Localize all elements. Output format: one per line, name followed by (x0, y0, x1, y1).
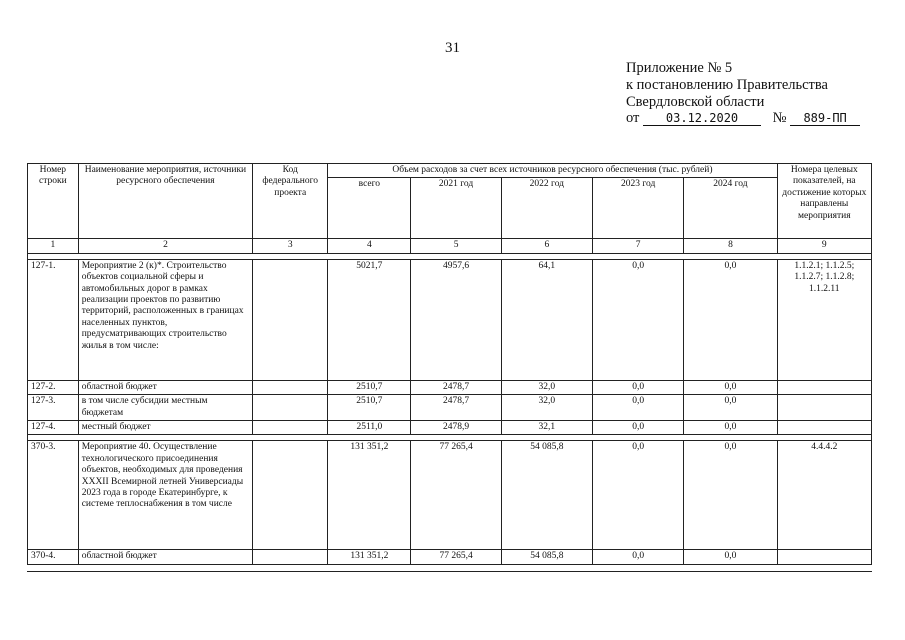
value-2021: 2478,9 (411, 421, 501, 435)
value-2021: 4957,6 (411, 259, 501, 380)
column-number: 3 (253, 239, 328, 253)
expenditure-table (27, 163, 872, 565)
number-label: № (772, 110, 787, 126)
value-2021: 77 265,4 (411, 441, 501, 550)
table-row (28, 421, 872, 435)
table-row (28, 380, 872, 394)
table-row (28, 550, 872, 564)
header-targets: Номера целевых показателей, на достижение которых направлены мероприятия (777, 164, 871, 239)
federal-code (253, 395, 328, 421)
column-number-row (28, 239, 872, 253)
header-2023: 2023 год (593, 178, 684, 239)
total-value: 5021,7 (328, 259, 411, 380)
value-2024: 0,0 (684, 380, 777, 394)
value-2023: 0,0 (593, 421, 684, 435)
table-row (28, 441, 872, 550)
value-2023: 0,0 (593, 550, 684, 564)
total-value: 131 351,2 (328, 441, 411, 550)
table-row (28, 259, 872, 380)
from-label: от (626, 110, 640, 126)
bottom-rule (27, 571, 872, 572)
target-indicators: 1.1.2.1; 1.1.2.5; 1.1.2.7; 1.1.2.8; 1.1.2.11 (777, 259, 871, 380)
activity-name: в том числе субсидии местным бюджетам (78, 395, 252, 421)
federal-code (253, 380, 328, 394)
header-row (28, 164, 872, 178)
value-2022: 54 085,8 (501, 550, 592, 564)
column-number: 6 (501, 239, 592, 253)
value-2024: 0,0 (684, 550, 777, 564)
target-indicators (777, 395, 871, 421)
column-number: 1 (28, 239, 79, 253)
total-value: 2510,7 (328, 395, 411, 421)
header-2021: 2021 год (411, 178, 501, 239)
federal-code (253, 550, 328, 564)
resolution-number: 889-ПП (790, 111, 860, 126)
value-2021: 2478,7 (411, 380, 501, 394)
value-2021: 2478,7 (411, 395, 501, 421)
header-total: всего (328, 178, 411, 239)
appendix-title: Приложение № 5 (626, 60, 733, 76)
value-2024: 0,0 (684, 395, 777, 421)
value-2022: 54 085,8 (501, 441, 592, 550)
activity-name: Мероприятие 40. Осуществление технологического присоединения объектов, необходимых для проведения XXXII Всемирной летней Универсиады 2023 года в городе Екатеринбурге, к системе теплоснабжения в том числе (78, 441, 252, 550)
value-2023: 0,0 (593, 380, 684, 394)
value-2023: 0,0 (593, 441, 684, 550)
activity-name: Мероприятие 2 (к)*. Строительство объектов социальной сферы и автомобильных дорог в рамках реализации проектов по развитию территорий, расположенных в границах населенных пунктов, предусматривающих строительство жилья в том числе: (78, 259, 252, 380)
target-indicators (777, 550, 871, 564)
row-number: 127-2. (28, 380, 79, 394)
value-2022: 32,1 (501, 421, 592, 435)
column-number: 4 (328, 239, 411, 253)
activity-name: областной бюджет (78, 550, 252, 564)
value-2021: 77 265,4 (411, 550, 501, 564)
column-number: 8 (684, 239, 777, 253)
value-2023: 0,0 (593, 259, 684, 380)
activity-name: областной бюджет (78, 380, 252, 394)
activity-name: местный бюджет (78, 421, 252, 435)
value-2024: 0,0 (684, 259, 777, 380)
appendix-region: Свердловской области (626, 94, 765, 110)
target-indicators (777, 421, 871, 435)
resolution-date: 03.12.2020 (643, 111, 761, 126)
column-number: 7 (593, 239, 684, 253)
federal-code (253, 441, 328, 550)
federal-code (253, 259, 328, 380)
table-row (28, 395, 872, 421)
row-number: 127-3. (28, 395, 79, 421)
federal-code (253, 421, 328, 435)
value-2024: 0,0 (684, 441, 777, 550)
total-value: 131 351,2 (328, 550, 411, 564)
header-2022: 2022 год (501, 178, 592, 239)
row-number: 127-1. (28, 259, 79, 380)
row-number: 370-3. (28, 441, 79, 550)
column-number: 2 (78, 239, 252, 253)
target-indicators (777, 380, 871, 394)
header-row-number: Номер строки (28, 164, 79, 239)
column-number: 5 (411, 239, 501, 253)
appendix-resolution: к постановлению Правительства (626, 77, 828, 93)
total-value: 2510,7 (328, 380, 411, 394)
total-value: 2511,0 (328, 421, 411, 435)
value-2022: 32,0 (501, 380, 592, 394)
value-2022: 32,0 (501, 395, 592, 421)
value-2023: 0,0 (593, 395, 684, 421)
page-number: 31 (445, 40, 460, 56)
resolution-signature-line (626, 110, 860, 127)
header-name: Наименование мероприятия, источники ресурсного обеспечения (78, 164, 252, 239)
target-indicators: 4.4.4.2 (777, 441, 871, 550)
row-number: 127-4. (28, 421, 79, 435)
appendix-block (626, 60, 886, 111)
column-number: 9 (777, 239, 871, 253)
value-2024: 0,0 (684, 421, 777, 435)
row-number: 370-4. (28, 550, 79, 564)
header-2024: 2024 год (684, 178, 777, 239)
value-2022: 64,1 (501, 259, 592, 380)
header-expenditure-group: Объем расходов за счет всех источников ресурсного обеспечения (тыс. рублей) (328, 164, 777, 178)
header-federal-code: Код федерального проекта (253, 164, 328, 239)
